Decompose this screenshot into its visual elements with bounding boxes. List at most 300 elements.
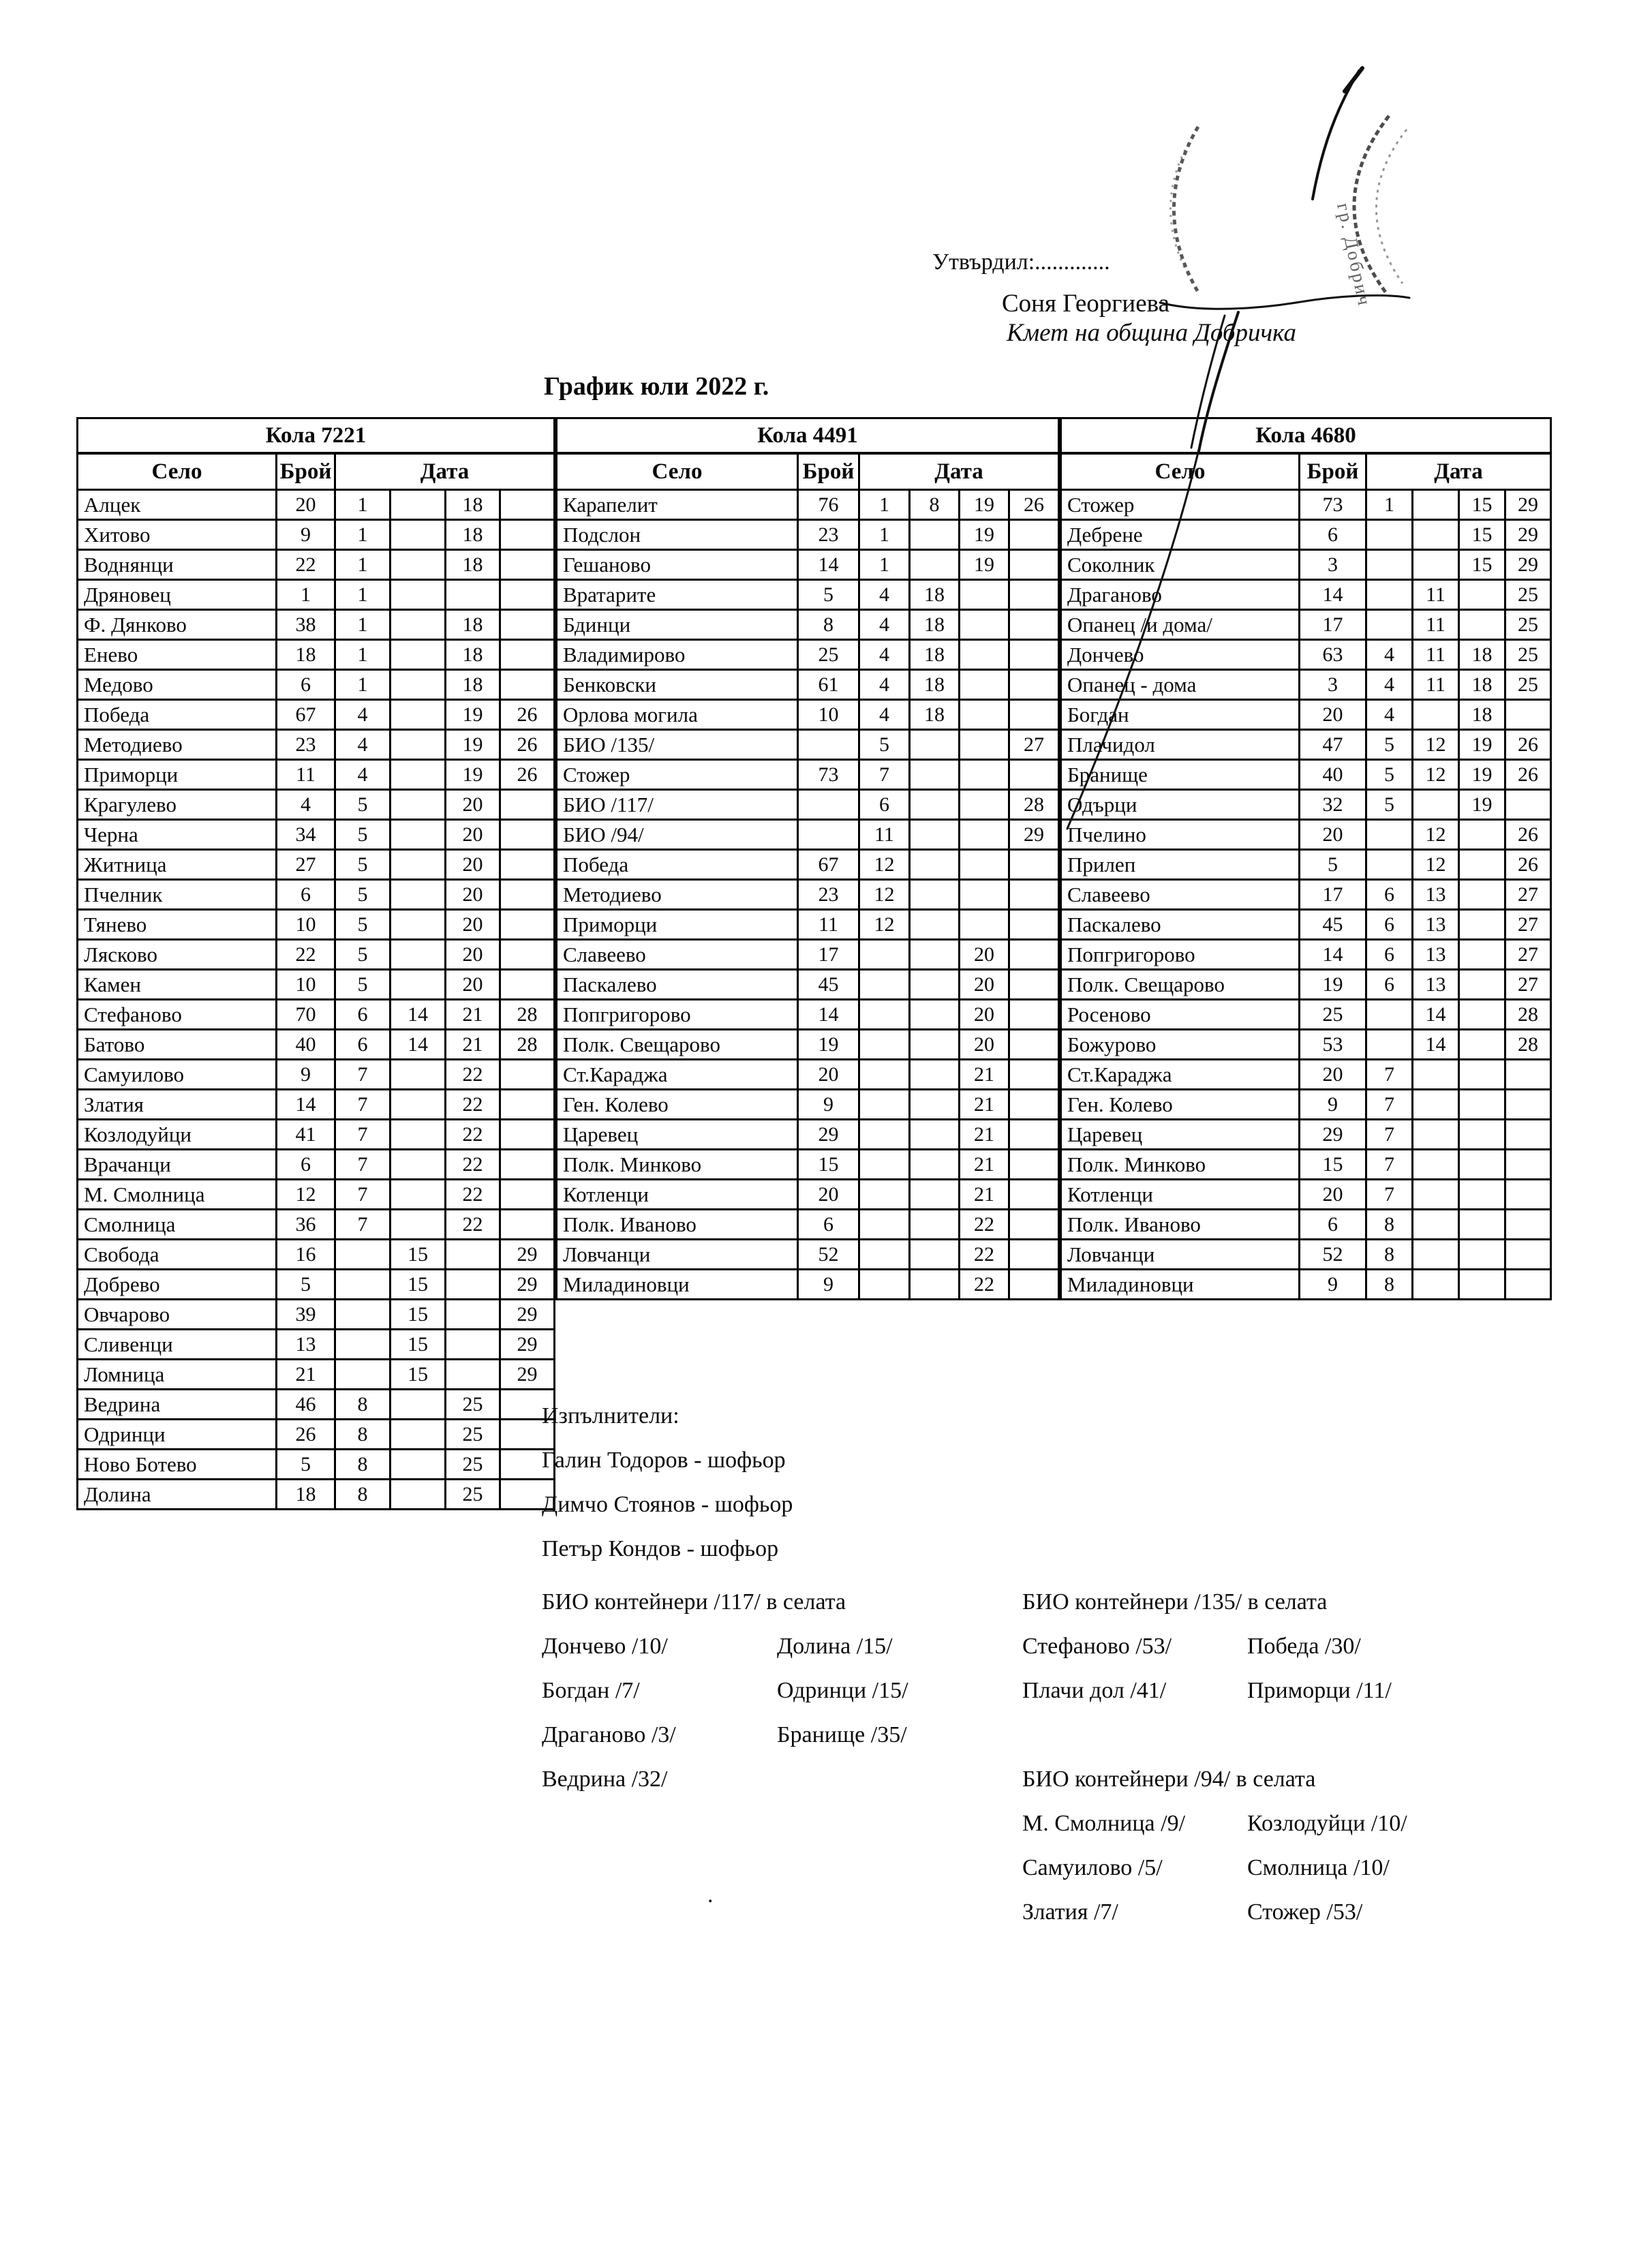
date-cell-1 (1366, 820, 1413, 850)
village-cell: Карапелит (557, 490, 798, 520)
date-cell-3: 20 (446, 790, 500, 820)
village-cell: Миладиновци (557, 1270, 798, 1300)
date-cell-1 (859, 1270, 910, 1300)
date-cell-3: 18 (446, 670, 500, 700)
date-cell-4 (1009, 880, 1059, 910)
date-cell-1: 1 (1366, 490, 1413, 520)
date-cell-4: 29 (500, 1330, 555, 1360)
village-cell: Батово (78, 1030, 277, 1060)
date-cell-3: 22 (446, 1090, 500, 1120)
date-cell-3: 18 (446, 550, 500, 580)
table-row (78, 580, 555, 610)
table-row (557, 1180, 1059, 1210)
table-row (557, 940, 1059, 970)
date-cell-3: 20 (446, 850, 500, 880)
count-cell: 26 (277, 1420, 335, 1450)
date-cell-2 (910, 760, 960, 790)
date-cell-2: 18 (910, 700, 960, 730)
date-cell-3 (1459, 1120, 1505, 1150)
count-cell: 29 (1300, 1120, 1366, 1150)
date-cell-2 (910, 820, 960, 850)
date-cell-4 (500, 910, 555, 940)
count-cell: 5 (277, 1270, 335, 1300)
column-header-count: Брой (798, 453, 859, 490)
date-cell-3: 20 (446, 910, 500, 940)
date-cell-1: 6 (1366, 940, 1413, 970)
date-cell-2 (1413, 1210, 1459, 1240)
date-cell-4 (500, 850, 555, 880)
table-row (1061, 520, 1551, 550)
executor-name: Димчо Стоянов - шофьор (542, 1492, 793, 1517)
date-cell-4 (500, 670, 555, 700)
table-row (557, 1240, 1059, 1270)
date-cell-2: 11 (1413, 610, 1459, 640)
column-header-date: Дата (859, 453, 1059, 490)
table-row (78, 520, 555, 550)
date-cell-1 (859, 1090, 910, 1120)
village-cell: Ген. Колево (557, 1090, 798, 1120)
village-cell: Свобода (78, 1240, 277, 1270)
village-cell: БИО /135/ (557, 730, 798, 760)
table-row (557, 1150, 1059, 1180)
count-cell: 10 (277, 910, 335, 940)
count-cell: 12 (277, 1180, 335, 1210)
date-cell-1 (1366, 520, 1413, 550)
date-cell-4 (1009, 1180, 1059, 1210)
stamp-text: гр. Добрич (1333, 201, 1375, 309)
date-cell-1 (335, 1300, 391, 1330)
date-cell-2 (391, 730, 446, 760)
date-cell-1 (1366, 580, 1413, 610)
village-cell: Златия (78, 1090, 277, 1120)
date-cell-4 (1505, 700, 1551, 730)
count-cell: 6 (277, 880, 335, 910)
date-cell-4 (500, 580, 555, 610)
date-cell-2 (1413, 1240, 1459, 1270)
count-cell: 9 (1300, 1270, 1366, 1300)
table-row (1061, 550, 1551, 580)
count-cell: 67 (277, 700, 335, 730)
date-cell-1: 1 (335, 490, 391, 520)
date-cell-3: 20 (960, 1030, 1009, 1060)
stamp-arc-left (1170, 127, 1199, 294)
date-cell-2 (391, 820, 446, 850)
date-cell-3: 22 (446, 1180, 500, 1210)
date-cell-2 (391, 760, 446, 790)
village-cell: Камен (78, 970, 277, 1000)
date-cell-3: 15 (1459, 520, 1505, 550)
date-cell-2 (910, 520, 960, 550)
date-cell-2: 13 (1413, 880, 1459, 910)
village-cell: Царевец (1061, 1120, 1300, 1150)
date-cell-2 (910, 1210, 960, 1240)
date-cell-2 (391, 940, 446, 970)
table-row (557, 520, 1059, 550)
table-row (1061, 640, 1551, 670)
date-cell-2 (391, 1090, 446, 1120)
date-cell-2 (910, 940, 960, 970)
village-cell: Методиево (78, 730, 277, 760)
date-cell-2: 11 (1413, 580, 1459, 610)
date-cell-1: 4 (335, 760, 391, 790)
date-cell-4: 25 (1505, 670, 1551, 700)
count-cell: 5 (277, 1450, 335, 1480)
table-row (557, 700, 1059, 730)
date-cell-1: 1 (335, 610, 391, 640)
date-cell-4: 29 (1009, 820, 1059, 850)
date-cell-1: 8 (1366, 1210, 1413, 1240)
date-cell-4: 26 (500, 700, 555, 730)
table-row (78, 1120, 555, 1150)
village-cell: Сливенци (78, 1330, 277, 1360)
date-cell-3: 19 (960, 490, 1009, 520)
date-cell-4: 29 (1505, 490, 1551, 520)
table-row (78, 760, 555, 790)
bio-village-right: Победа /30/ (1247, 1633, 1361, 1659)
date-cell-2 (391, 970, 446, 1000)
date-cell-3 (960, 910, 1009, 940)
village-cell: Черна (78, 820, 277, 850)
date-cell-1 (1366, 1030, 1413, 1060)
table-row (1061, 940, 1551, 970)
date-cell-4 (1009, 1090, 1059, 1120)
date-cell-2 (910, 880, 960, 910)
table-row (557, 490, 1059, 520)
date-cell-2: 8 (910, 490, 960, 520)
date-cell-4: 27 (1505, 940, 1551, 970)
bio-village-right: Козлодуйци /10/ (1247, 1810, 1407, 1836)
count-cell (798, 730, 859, 760)
table-row (78, 1420, 555, 1450)
table-row (1061, 1000, 1551, 1030)
date-cell-4: 25 (1505, 610, 1551, 640)
date-cell-3 (960, 640, 1009, 670)
date-cell-4 (1009, 1060, 1059, 1090)
count-cell: 23 (277, 730, 335, 760)
village-cell: Смолница (78, 1210, 277, 1240)
date-cell-2 (391, 1210, 446, 1240)
date-cell-1 (859, 1000, 910, 1030)
column-header-village: Село (557, 453, 798, 490)
village-cell: Подслон (557, 520, 798, 550)
date-cell-3 (960, 850, 1009, 880)
table-row (1061, 760, 1551, 790)
date-cell-1 (859, 970, 910, 1000)
table-row (78, 1030, 555, 1060)
date-cell-4 (1505, 1240, 1551, 1270)
village-cell: Драганово (1061, 580, 1300, 610)
count-cell: 19 (1300, 970, 1366, 1000)
date-cell-3 (960, 700, 1009, 730)
date-cell-4 (500, 820, 555, 850)
count-cell: 20 (798, 1180, 859, 1210)
date-cell-3: 22 (446, 1210, 500, 1240)
village-cell: Пчелино (1061, 820, 1300, 850)
table-row (78, 910, 555, 940)
table-row (1061, 730, 1551, 760)
date-cell-2 (391, 1480, 446, 1510)
village-cell: Дряновец (78, 580, 277, 610)
date-cell-1: 7 (335, 1060, 391, 1090)
date-cell-1: 7 (335, 1180, 391, 1210)
table-row (557, 730, 1059, 760)
date-cell-4: 27 (1009, 730, 1059, 760)
date-cell-1: 4 (1366, 640, 1413, 670)
date-cell-1: 4 (859, 610, 910, 640)
date-cell-2 (391, 790, 446, 820)
count-cell: 22 (277, 940, 335, 970)
village-cell: Росеново (1061, 1000, 1300, 1030)
count-cell: 36 (277, 1210, 335, 1240)
bio-village-left: Стефаново /53/ (1022, 1633, 1172, 1659)
village-cell: Хитово (78, 520, 277, 550)
count-cell: 14 (277, 1090, 335, 1120)
village-cell: Славеево (1061, 880, 1300, 910)
date-cell-3 (960, 580, 1009, 610)
count-cell: 76 (798, 490, 859, 520)
table-row (78, 1300, 555, 1330)
date-cell-4: 27 (1505, 970, 1551, 1000)
date-cell-1: 12 (859, 850, 910, 880)
date-cell-3: 19 (446, 730, 500, 760)
date-cell-1: 4 (859, 640, 910, 670)
count-cell: 53 (1300, 1030, 1366, 1060)
bio-village-left: Драганово /3/ (542, 1722, 676, 1747)
village-cell: Попгригорово (557, 1000, 798, 1030)
date-cell-4 (1009, 760, 1059, 790)
table-row (557, 1060, 1059, 1090)
date-cell-4 (1009, 1270, 1059, 1300)
village-cell: Приморци (78, 760, 277, 790)
village-cell: Бенковски (557, 670, 798, 700)
date-cell-1 (1366, 550, 1413, 580)
count-cell: 34 (277, 820, 335, 850)
date-cell-1: 8 (1366, 1240, 1413, 1270)
table-row (1061, 790, 1551, 820)
village-cell: БИО /94/ (557, 820, 798, 850)
bio-village-left: Златия /7/ (1022, 1899, 1118, 1925)
date-cell-1: 4 (335, 700, 391, 730)
date-cell-1: 5 (335, 910, 391, 940)
count-cell: 70 (277, 1000, 335, 1030)
date-cell-4: 28 (1505, 1000, 1551, 1030)
date-cell-4: 27 (1505, 880, 1551, 910)
table-row (557, 910, 1059, 940)
village-cell: Победа (78, 700, 277, 730)
count-cell: 45 (1300, 910, 1366, 940)
date-cell-1: 6 (1366, 910, 1413, 940)
date-cell-3: 19 (1459, 760, 1505, 790)
village-cell: Медово (78, 670, 277, 700)
table-row (1061, 670, 1551, 700)
date-cell-1 (335, 1240, 391, 1270)
date-cell-4 (500, 520, 555, 550)
date-cell-3: 22 (960, 1210, 1009, 1240)
date-cell-2 (391, 610, 446, 640)
date-cell-3 (1459, 820, 1505, 850)
table-row (1061, 1120, 1551, 1150)
village-cell: Опанец /и дома/ (1061, 610, 1300, 640)
date-cell-2 (910, 1240, 960, 1270)
count-cell: 5 (1300, 850, 1366, 880)
village-cell: Котленци (1061, 1180, 1300, 1210)
date-cell-4: 28 (500, 1030, 555, 1060)
count-cell: 61 (798, 670, 859, 700)
date-cell-2 (391, 1060, 446, 1090)
date-cell-3 (1459, 610, 1505, 640)
bio-villages (1022, 1624, 1392, 1713)
date-cell-1: 1 (335, 670, 391, 700)
date-cell-4: 26 (1505, 730, 1551, 760)
table-row (78, 1330, 555, 1360)
date-cell-1: 1 (335, 520, 391, 550)
date-cell-2 (910, 1030, 960, 1060)
date-cell-1 (859, 1060, 910, 1090)
table-row (557, 610, 1059, 640)
date-cell-4: 29 (1505, 520, 1551, 550)
table-row (1061, 1180, 1551, 1210)
table-row (78, 820, 555, 850)
count-cell: 39 (277, 1300, 335, 1330)
date-cell-1 (1366, 850, 1413, 880)
count-cell: 45 (798, 970, 859, 1000)
date-cell-4 (1505, 790, 1551, 820)
date-cell-2: 13 (1413, 940, 1459, 970)
date-cell-1 (1366, 1000, 1413, 1030)
table-row (1061, 1240, 1551, 1270)
date-cell-3 (1459, 1270, 1505, 1300)
date-cell-3: 25 (446, 1480, 500, 1510)
count-cell: 67 (798, 850, 859, 880)
village-cell: Енево (78, 640, 277, 670)
date-cell-4 (500, 550, 555, 580)
date-cell-2: 13 (1413, 910, 1459, 940)
table-row (1061, 820, 1551, 850)
date-cell-3: 19 (446, 760, 500, 790)
date-cell-4 (1009, 700, 1059, 730)
scan-speck: . (707, 1882, 714, 1908)
village-cell: Долина (78, 1480, 277, 1510)
village-cell: Ведрина (78, 1390, 277, 1420)
date-cell-3 (1459, 910, 1505, 940)
village-cell: Божурово (1061, 1030, 1300, 1060)
date-cell-2 (1413, 700, 1459, 730)
date-cell-4 (1009, 670, 1059, 700)
table-row (557, 1210, 1059, 1240)
date-cell-1: 1 (335, 640, 391, 670)
count-cell: 17 (798, 940, 859, 970)
bio-village-left: Ведрина /32/ (542, 1766, 668, 1792)
bio-village-left: Самуилово /5/ (1022, 1854, 1163, 1880)
date-cell-2 (1413, 520, 1459, 550)
village-cell: Бдинци (557, 610, 798, 640)
village-cell: Крагулево (78, 790, 277, 820)
village-cell: Одринци (78, 1420, 277, 1450)
date-cell-4: 27 (1505, 910, 1551, 940)
count-cell: 20 (1300, 700, 1366, 730)
table-row (557, 1090, 1059, 1120)
date-cell-2 (910, 910, 960, 940)
table-row (1061, 1030, 1551, 1060)
village-cell: Добрево (78, 1270, 277, 1300)
table-row (1061, 1210, 1551, 1240)
date-cell-1: 5 (335, 940, 391, 970)
date-cell-2: 11 (1413, 670, 1459, 700)
table-row (78, 970, 555, 1000)
count-cell: 11 (798, 910, 859, 940)
date-cell-3: 18 (446, 490, 500, 520)
date-cell-4 (1009, 1030, 1059, 1060)
table-row (557, 640, 1059, 670)
date-cell-1: 12 (859, 880, 910, 910)
count-cell: 6 (1300, 520, 1366, 550)
date-cell-1 (335, 1330, 391, 1360)
date-cell-1: 6 (335, 1030, 391, 1060)
table-row (78, 490, 555, 520)
table-row (78, 670, 555, 700)
date-cell-3 (1459, 1150, 1505, 1180)
date-cell-1 (859, 1150, 910, 1180)
count-cell: 29 (798, 1120, 859, 1150)
date-cell-4: 29 (500, 1360, 555, 1390)
date-cell-2 (1413, 790, 1459, 820)
date-cell-2 (391, 850, 446, 880)
village-cell: Стожер (557, 760, 798, 790)
table-row (78, 1480, 555, 1510)
date-cell-2 (910, 1000, 960, 1030)
date-cell-1: 5 (1366, 730, 1413, 760)
date-cell-3: 21 (446, 1000, 500, 1030)
count-cell: 1 (277, 580, 335, 610)
count-cell (798, 790, 859, 820)
date-cell-1 (859, 1180, 910, 1210)
bio-villages (542, 1624, 908, 1801)
date-cell-1: 5 (335, 820, 391, 850)
schedule-table-4680 (1060, 417, 1552, 1300)
column-header-village: Село (1061, 453, 1300, 490)
date-cell-3: 20 (446, 970, 500, 1000)
date-cell-2 (391, 670, 446, 700)
count-cell: 63 (1300, 640, 1366, 670)
date-cell-2: 12 (1413, 820, 1459, 850)
village-cell: Одърци (1061, 790, 1300, 820)
village-cell: Методиево (557, 880, 798, 910)
date-cell-3: 18 (446, 610, 500, 640)
village-cell: Полк. Свещарово (557, 1030, 798, 1060)
date-cell-3 (446, 1300, 500, 1330)
date-cell-4 (1505, 1210, 1551, 1240)
date-cell-4 (500, 970, 555, 1000)
count-cell: 8 (798, 610, 859, 640)
date-cell-4 (500, 790, 555, 820)
date-cell-4: 29 (500, 1240, 555, 1270)
date-cell-2: 15 (391, 1330, 446, 1360)
count-cell: 52 (1300, 1240, 1366, 1270)
date-cell-2 (1413, 1090, 1459, 1120)
date-cell-3 (1459, 1210, 1505, 1240)
date-cell-2: 14 (391, 1000, 446, 1030)
date-cell-2 (910, 1120, 960, 1150)
table-row (1061, 700, 1551, 730)
date-cell-3 (1459, 1240, 1505, 1270)
table-row (1061, 850, 1551, 880)
date-cell-4 (500, 1120, 555, 1150)
count-cell: 17 (1300, 880, 1366, 910)
date-cell-3 (446, 1330, 500, 1360)
date-cell-2 (910, 790, 960, 820)
village-cell: Прилеп (1061, 850, 1300, 880)
date-cell-1: 4 (1366, 670, 1413, 700)
